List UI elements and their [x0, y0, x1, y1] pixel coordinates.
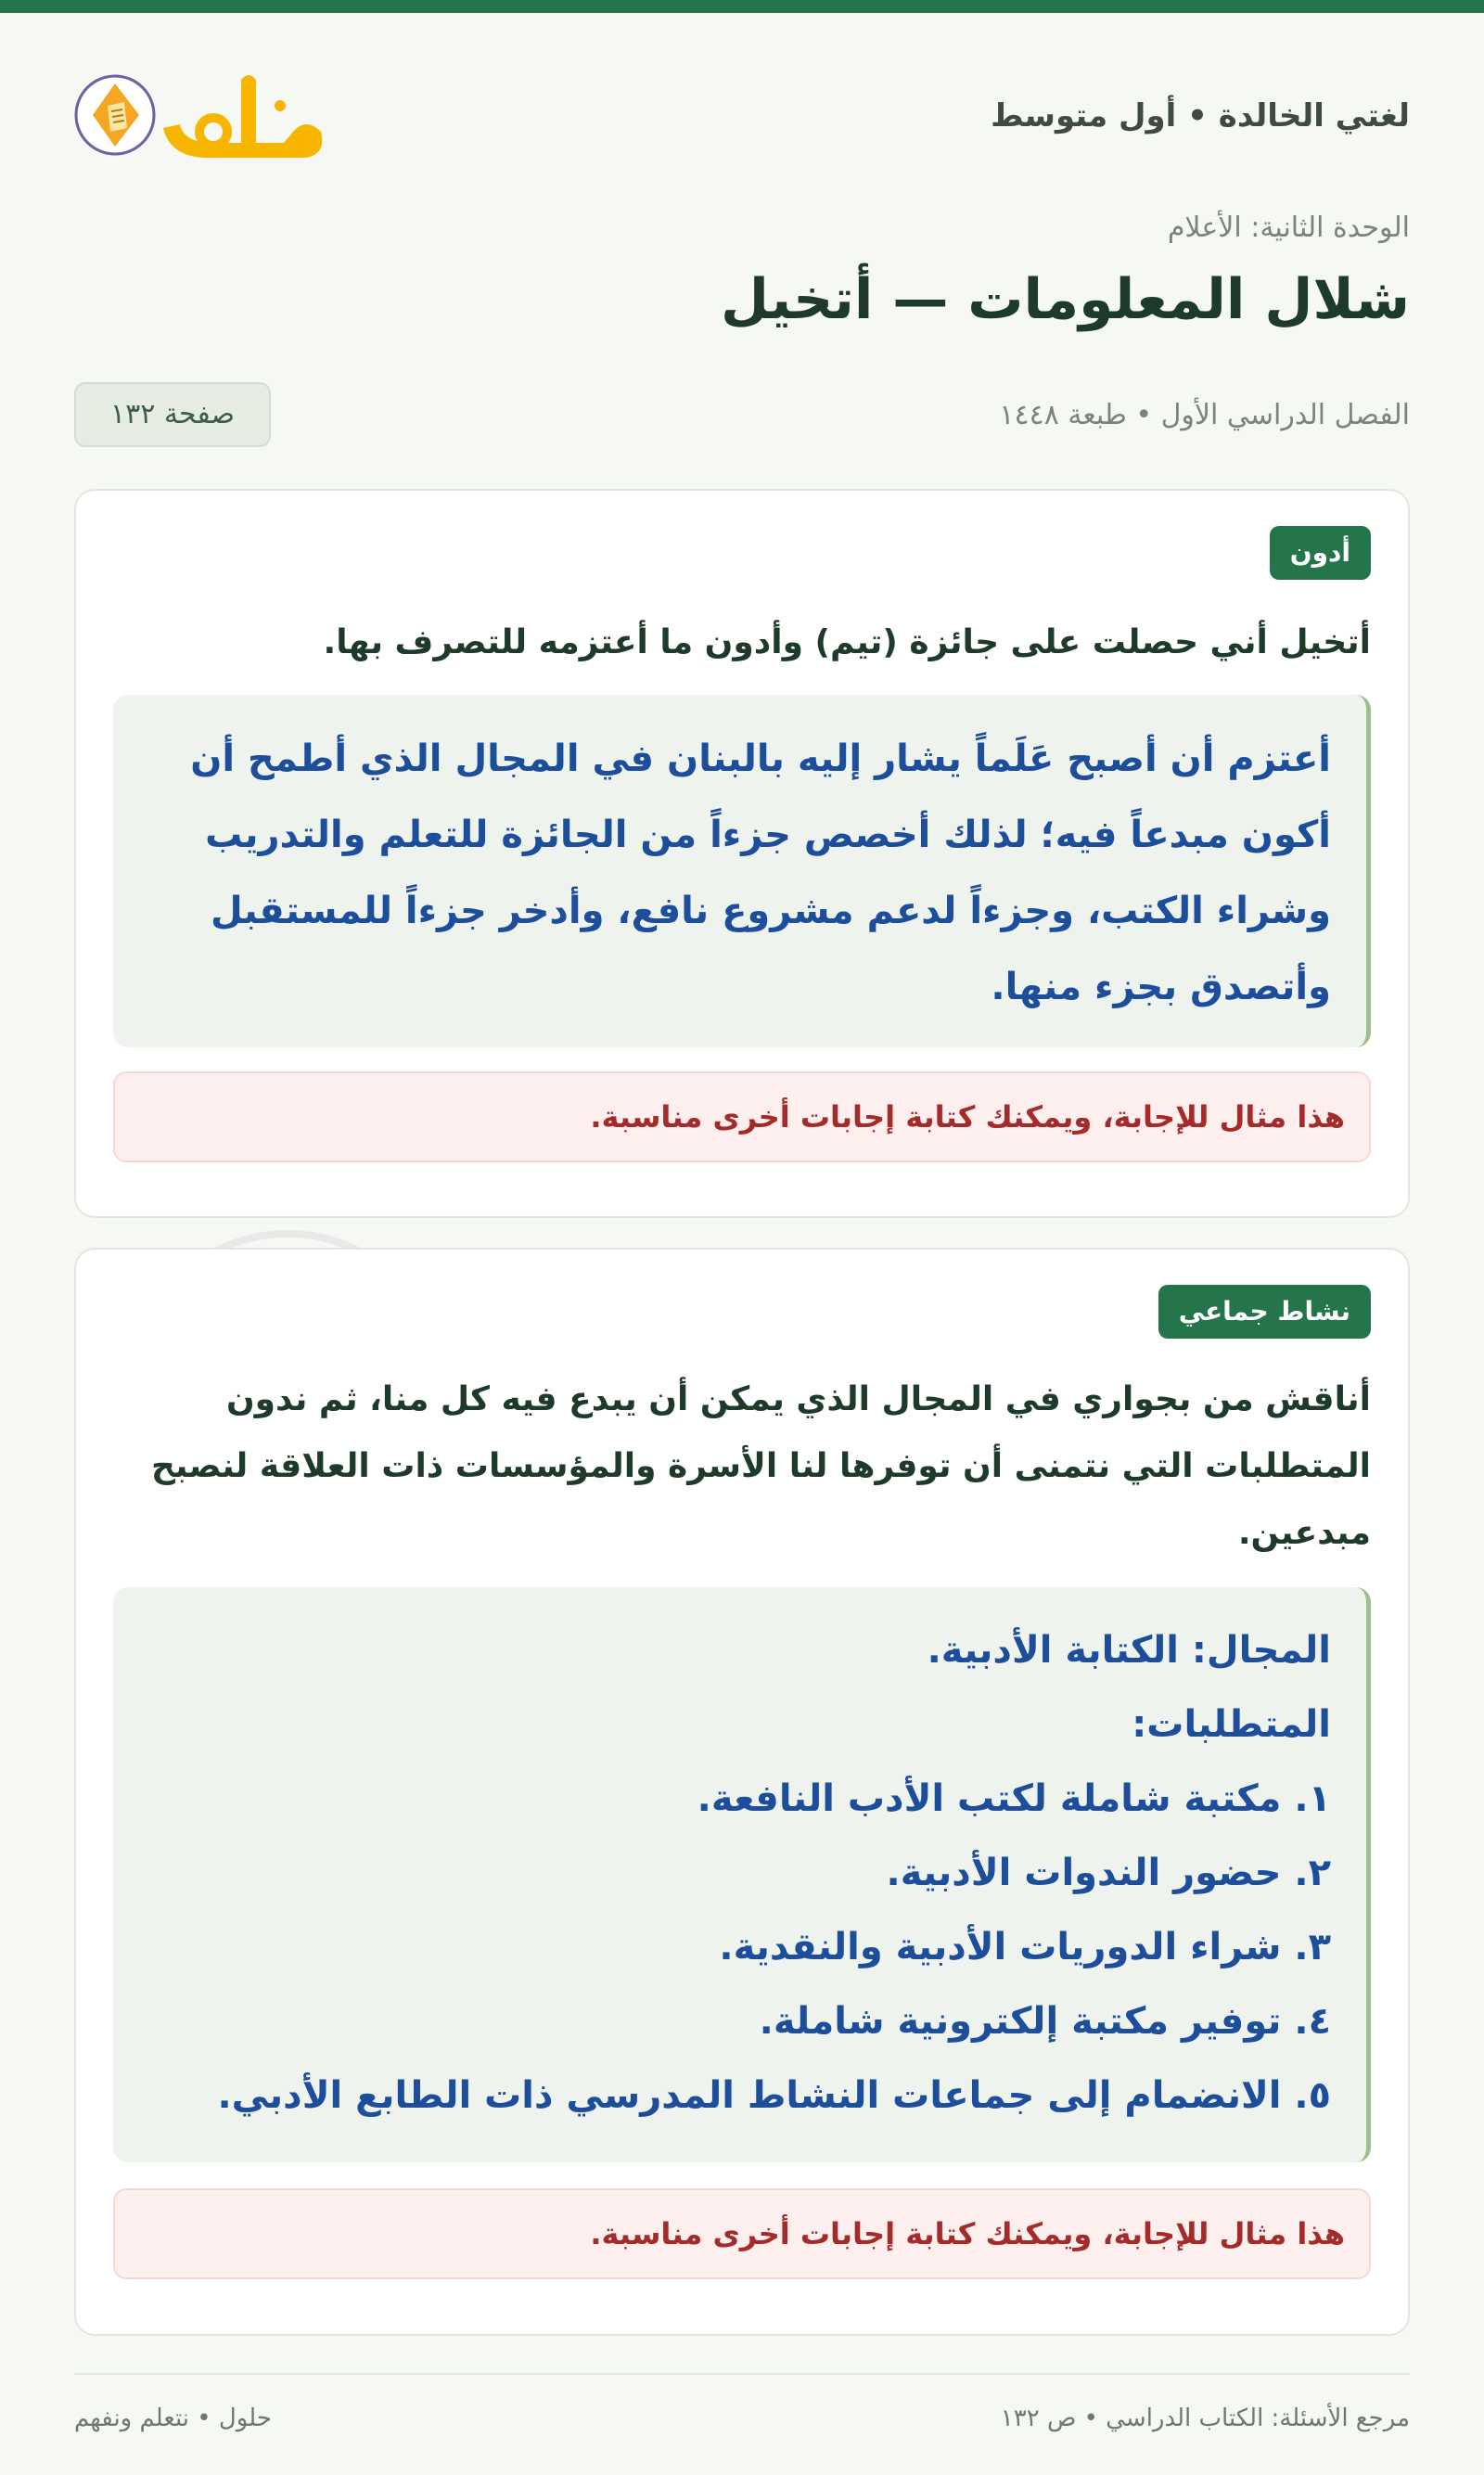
answer-note: هذا مثال للإجابة، ويمكنك كتابة إجابات أخرى مناسبة. — [113, 1071, 1371, 1162]
top-accent-bar — [0, 0, 1484, 13]
unit-label: الوحدة الثانية: الأعلام — [1167, 212, 1410, 244]
footer-reference: مرجع الأسئلة: الكتاب الدراسي • ص ١٣٢ — [1000, 2404, 1410, 2432]
page-title: شلال المعلومات — أتخيل — [721, 267, 1410, 332]
question-text: أتخيل أني حصلت على جائزة (تيم) وأدون ما أعتزمه للتصرف بها. — [323, 623, 1371, 661]
exercise-tag: نشاط جماعي — [1158, 1285, 1371, 1339]
answer-box — [113, 695, 1371, 1047]
page-header — [74, 56, 1410, 176]
answer-box — [113, 1587, 1371, 2162]
answer-line: ٣. شراء الدوريات الأدبية والنقدية. — [719, 1926, 1331, 1968]
exercise-tag: أدون — [1270, 526, 1371, 580]
semester-edition: الفصل الدراسي الأول • طبعة ١٤٤٨ — [999, 399, 1410, 431]
page-number-badge: صفحة ١٣٢ — [74, 382, 271, 447]
answer-line: ٥. الانضمام إلى جماعات النشاط المدرسي ذات الطابع الأدبي. — [217, 2074, 1331, 2117]
book-title: لغتي الخالدة • أول متوسط — [991, 97, 1410, 135]
answer-note: هذا مثال للإجابة، ويمكنك كتابة إجابات أخرى مناسبة. — [113, 2188, 1371, 2279]
footer-divider — [74, 2373, 1410, 2375]
answer-text: أعتزم أن أصبح عَلَماً يشار إليه بالبنان في المجال الذي أطمح أن أكون مبدعاً فيه؛ لذلك أخصص جزءاً من الجائزة للتعلم والتدريب وشراء الكتب، وجزءاً لدعم مشروع نافع، وأدخر جزءاً للمستقبل وأتصدق بجزء منها. — [190, 737, 1331, 1008]
answer-line: المجال: الكتابة الأدبية. — [927, 1629, 1331, 1672]
answer-line: ١. مكتبة شاملة لكتب الأدب النافعة. — [697, 1777, 1331, 1820]
exercise-card-write — [74, 489, 1410, 1218]
hulool-logo[interactable] — [74, 63, 334, 174]
question-text: أناقش من بجواري في المجال الذي يمكن أن يبدع فيه كل منا، ثم ندون المتطلبات التي نتمنى أن توفرها لنا الأسرة والمؤسسات ذات العلاقة لنصبح مبدعين. — [150, 1380, 1371, 1552]
answer-line: ٢. حضور الندوات الأدبية. — [886, 1852, 1331, 1894]
answer-line: المتطلبات: — [1132, 1703, 1331, 1746]
footer-brand[interactable]: حلول • نتعلم ونفهم — [74, 2404, 272, 2432]
answer-line: ٤. توفير مكتبة إلكترونية شاملة. — [759, 2000, 1331, 2043]
exercise-card-group-activity — [74, 1248, 1410, 2336]
